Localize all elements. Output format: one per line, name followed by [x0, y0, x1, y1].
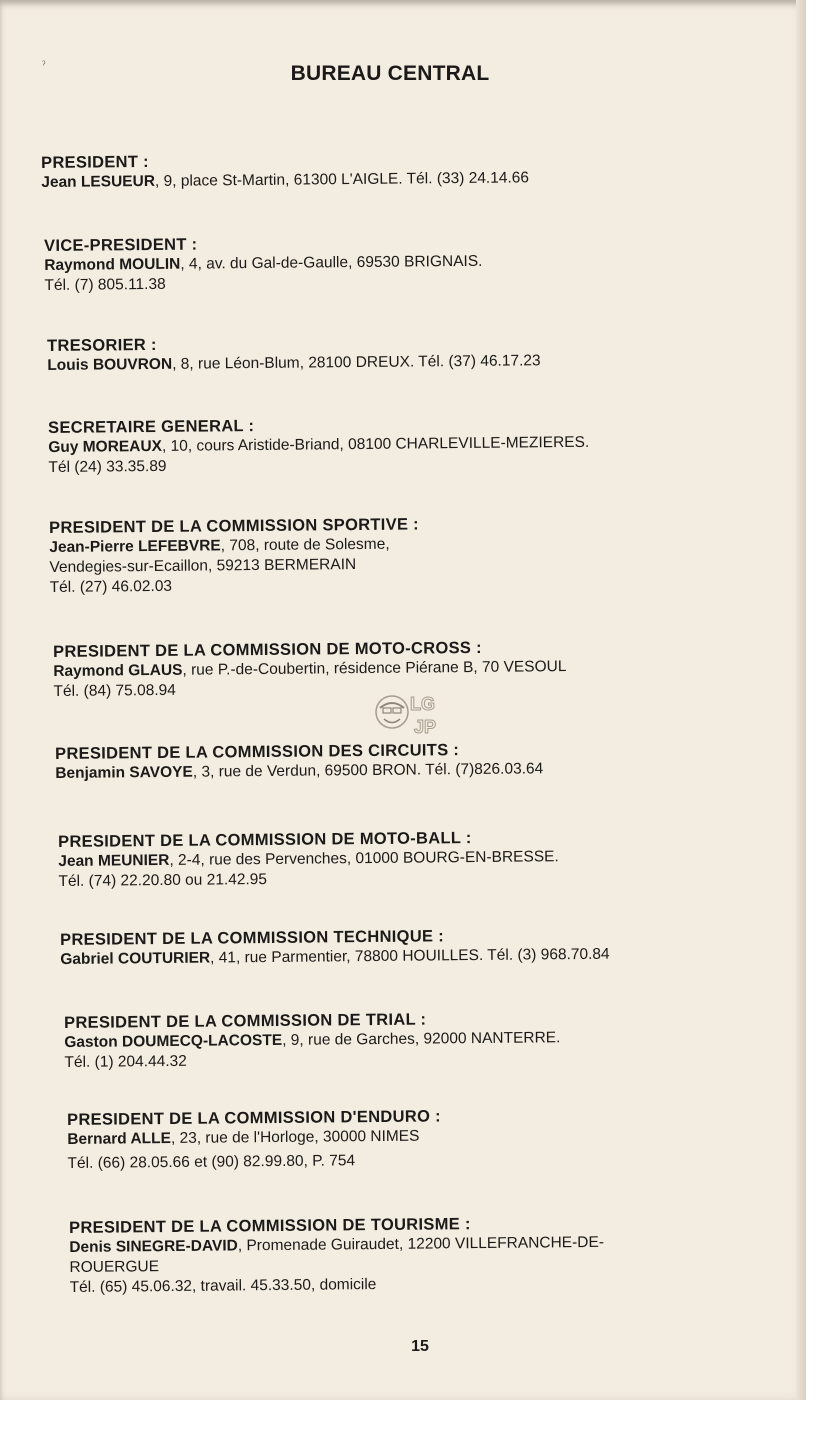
directory-entry-secretaire-general [48, 413, 590, 478]
entry-address-line: Vendegies-sur-Ecaillon, 59213 BERMERAIN [49, 556, 357, 576]
entry-address-line: Raymond GLAUS, rue P.-de-Coubertin, résidence Piérane B, 70 VESOUL [53, 658, 567, 680]
entry-role: PRESIDENT : [41, 152, 149, 172]
entry-address-line: Gaston DOUMECQ-LACOSTE, 9, rue de Garches, 92000 NANTERRE. [64, 1029, 561, 1051]
lgjp-stamp-logo [370, 686, 454, 742]
directory-entry-commission-moto-cross [53, 637, 567, 702]
entry-name: Gabriel COUTURIER [60, 949, 211, 968]
page-number: 15 [411, 1338, 429, 1355]
entry-address-line: Raymond MOULIN, 4, av. du Gal-de-Gaulle, 69530 BRIGNAIS. [44, 252, 483, 274]
directory-entry-commission-enduro [67, 1106, 441, 1174]
entry-name: Denis SINEGRE-DAVID [69, 1237, 238, 1256]
entry-name: Jean MEUNIER [58, 851, 170, 870]
entry-phone-line: Tél. (1) 204.44.32 [64, 1052, 187, 1071]
entry-name: Jean-Pierre LEFEBVRE [49, 537, 221, 556]
entry-phone-line: Tél. (74) 22.20.80 ou 21.42.95 [58, 870, 268, 890]
svg-text:JP: JP [414, 717, 437, 737]
directory-entry-commission-moto-ball [58, 827, 559, 892]
entry-phone-line: Tél (24) 33.35.89 [48, 457, 167, 476]
entry-name: Raymond MOULIN [44, 255, 181, 274]
entry-role: PRESIDENT DE LA COMMISSION DE TRIAL : [64, 1010, 427, 1032]
entry-name: Gaston DOUMECQ-LACOSTE [64, 1031, 283, 1051]
entry-name: Benjamin SAVOYE [55, 763, 193, 782]
entry-role: PRESIDENT DE LA COMMISSION TECHNIQUE : [60, 927, 445, 949]
svg-text:LG: LG [410, 694, 435, 714]
entry-phone-line: Tél. (65) 45.06.32, travail. 45.33.50, domicile [69, 1276, 377, 1296]
entry-role: VICE-PRESIDENT : [44, 235, 198, 255]
entry-role: PRESIDENT DE LA COMMISSION DES CIRCUITS : [55, 741, 460, 763]
directory-entry-commission-technique [60, 925, 610, 970]
entry-phone-line: Tél. (27) 46.02.03 [49, 577, 173, 596]
entry-name: Jean LESUEUR [41, 172, 156, 191]
directory-entry-president [41, 148, 529, 193]
entry-address-line: Gabriel COUTURIER, 41, rue Parmentier, 78800 HOUILLES. Tél. (3) 968.70.84 [60, 945, 610, 968]
entry-name: Guy MOREAUX [48, 437, 163, 456]
entry-address-line: Jean LESUEUR, 9, place St-Martin, 61300 L'AIGLE. Tél. (33) 24.14.66 [41, 169, 530, 191]
entry-role: PRESIDENT DE LA COMMISSION SPORTIVE : [49, 515, 420, 537]
entry-phone-line: Tél. (66) 28.05.66 et (90) 82.99.80, P. 754 [67, 1152, 356, 1172]
entry-name: Raymond GLAUS [53, 661, 183, 680]
directory-entry-commission-sportive [49, 514, 420, 598]
directory-entry-tresorier [47, 331, 541, 376]
entry-address-line: Benjamin SAVOYE, 3, rue de Verdun, 69500 BRON. Tél. (7)826.03.64 [55, 760, 544, 782]
entry-address-line: Guy MOREAUX, 10, cours Aristide-Briand, 08100 CHARLEVILLE-MEZIERES. [48, 433, 590, 456]
entry-address-line: Jean MEUNIER, 2-4, rue des Pervenches, 01000 BOURG-EN-BRESSE. [58, 848, 559, 870]
directory-entry-commission-circuits [55, 739, 543, 784]
entry-role: PRESIDENT DE LA COMMISSION D'ENDURO : [67, 1107, 441, 1129]
entry-name: Louis BOUVRON [47, 355, 173, 374]
directory-entry-commission-tourisme [69, 1213, 604, 1298]
entry-address-line: ROUERGUE [69, 1258, 160, 1276]
entry-role: PRESIDENT DE LA COMMISSION DE MOTO-BALL : [58, 829, 472, 851]
entry-role: PRESIDENT DE LA COMMISSION DE TOURISME : [69, 1215, 471, 1237]
page-edge [796, 0, 806, 1400]
page-title: BUREAU CENTRAL [290, 62, 490, 85]
directory-entry-vice-president [44, 232, 483, 296]
entry-address-line: Jean-Pierre LEFEBVRE, 708, route de Solesme, [49, 535, 390, 556]
entry-phone-line: Tél. (84) 75.08.94 [53, 681, 176, 700]
entry-address-line: Denis SINEGRE-DAVID, Promenade Guiraudet, 12200 VILLEFRANCHE-DE- [69, 1233, 605, 1256]
entry-phone-line: Tél. (7) 805.11.38 [44, 275, 166, 294]
entry-role: SECRETAIRE GENERAL : [48, 417, 255, 437]
print-speck: ˀ [42, 60, 46, 71]
entry-role: TRESORIER : [47, 335, 157, 355]
entry-name: Bernard ALLE [67, 1130, 172, 1148]
entry-address-line: Louis BOUVRON, 8, rue Léon-Blum, 28100 DREUX. Tél. (37) 46.17.23 [47, 352, 541, 374]
directory-entry-commission-trial [64, 1008, 561, 1073]
entry-address-line: Bernard ALLE, 23, rue de l'Horloge, 30000 NIMES [67, 1127, 420, 1148]
entry-role: PRESIDENT DE LA COMMISSION DE MOTO-CROSS : [53, 638, 482, 661]
